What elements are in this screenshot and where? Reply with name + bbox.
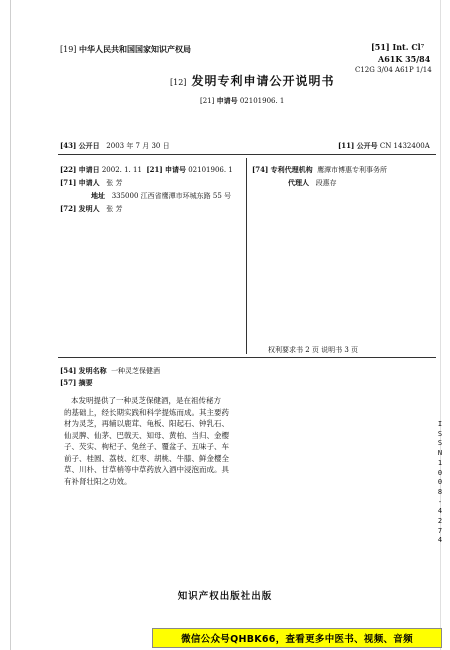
doc-type-title: 发明专利申请公开说明书 [191,74,335,88]
issn-char: I [437,420,443,428]
wechat-banner-text: 微信公众号QHBK66，查看更多中医书、视频、音频 [181,634,413,645]
pub-no-code: [11] [338,141,355,150]
wechat-banner [152,628,442,648]
inventor-code: [72] [60,204,77,213]
doc-type-code: [12] [170,78,187,87]
filing-date-label: 申请日 [78,165,100,174]
agency-label: 专利代理机构 [270,165,313,174]
int-cl-main: A61K 35/84 [378,54,431,64]
int-cl-label: [51] Int. Cl⁷ [371,42,425,52]
abstract-body [64,395,244,487]
pub-date [60,141,170,151]
int-cl-sub: C12G 3/04 A61P 1/14 [355,66,432,74]
address-value: 335000 江西省鹰潭市环城东路 55 号 [111,192,231,200]
header-app-no-label: 申请号 [216,96,238,105]
agency-code: [74] [252,165,269,174]
applicant-label: 申请人 [78,178,100,187]
agency-row [252,165,387,175]
app-no-value: 02101906. 1 [188,166,233,174]
issn-char: S [437,429,443,438]
abstract-line: 材为灵芝，再辅以鹿茸、龟板、阳起石、钟乳石、 [64,419,229,428]
header-app-no-code: [21] [200,97,215,105]
invention-title-row [60,366,160,376]
bib-center-divider [246,158,247,354]
issn-char: N [437,449,443,458]
abstract-line: 有补肾壮阳之功效。 [64,476,132,486]
office-name: 中华人民共和国国家知识产权局 [78,44,191,54]
issn-char: S [437,439,443,448]
office-line [60,44,191,55]
abstract-line: 子、芡实、枸杞子、兔丝子、覆盆子、五味子、车 [64,442,229,451]
invention-title-value: 一种灵芝保健酒 [111,367,161,375]
abstract-code: [57] [60,378,77,387]
issn-char: 4 [437,536,443,545]
issn-char: 2 [437,517,443,526]
app-no-code: [21] [146,165,163,174]
agency-value: 鹰潭市博惠专利事务所 [317,166,388,174]
issn-char: 4 [437,507,443,516]
abstract-line: 草、川朴、甘草梢等中草药放入酒中浸泡而成。具 [64,465,229,474]
abstract-label: 摘要 [78,378,93,387]
office-code: [19] [60,45,77,54]
publisher: 知识产权出版社出版 [177,591,273,602]
abstract-line: 仙灵脾、仙茅、巴戟天、知母、黄柏、当归、金樱 [64,430,229,440]
issn-char: 1 [437,458,443,467]
bib-top-rule [58,154,436,155]
pub-date-value: 2003 年 7 月 30 日 [106,142,170,150]
left-edge-line [10,0,11,650]
pub-no [338,141,430,151]
bib-bottom-rule [58,357,436,358]
abstract-line: 的基础上，经长期实践和科学提炼而成。其主要药 [64,407,229,417]
agent-row [288,178,337,188]
issn-char: - [437,497,443,506]
issn-char: 0 [437,478,443,487]
pub-date-label: 公开日 [78,141,100,150]
applicant-code: [71] [60,178,77,187]
abstract-line: 本发明提供了一种灵芝保健酒，是在祖传秘方 [71,396,221,405]
pub-no-value: CN 1432400A [379,142,430,150]
filing-date-value: 2002. 1. 11 [101,166,142,174]
invention-title-code: [54] [60,366,77,375]
issn-char: 8 [437,487,443,496]
pub-date-code: [43] [60,141,77,150]
abstract-line: 前子、桂圆、荔枝、红枣、胡桃、牛膝、鲜金樱全 [64,453,229,463]
issn-char: 0 [437,468,443,477]
doc-type-line [170,70,335,89]
applicant-value: 张 芳 [106,179,123,187]
agent-value: 段惠存 [315,179,337,187]
pub-no-label: 公开号 [356,141,378,150]
inventor-label: 发明人 [78,204,100,213]
applicant-row [60,178,123,188]
header-app-no-value: 02101906. 1 [239,97,285,105]
inventor-row [60,204,123,214]
agent-label: 代理人 [288,178,309,187]
pages-note: 权利要求书 2 页 说明书 3 页 [268,346,359,354]
inventor-value: 张 芳 [106,205,123,213]
invention-title-label: 发明名称 [78,366,107,375]
filing-row [60,165,233,175]
app-no-label: 申请号 [164,165,186,174]
address-label: 地址 [91,191,105,200]
issn-vertical [434,420,446,546]
filing-date-code: [22] [60,165,77,174]
header-app-no [200,96,284,106]
issn-char: 7 [437,526,443,535]
abstract-heading [60,378,93,388]
right-edge-line [440,0,441,650]
address-row [91,191,231,201]
